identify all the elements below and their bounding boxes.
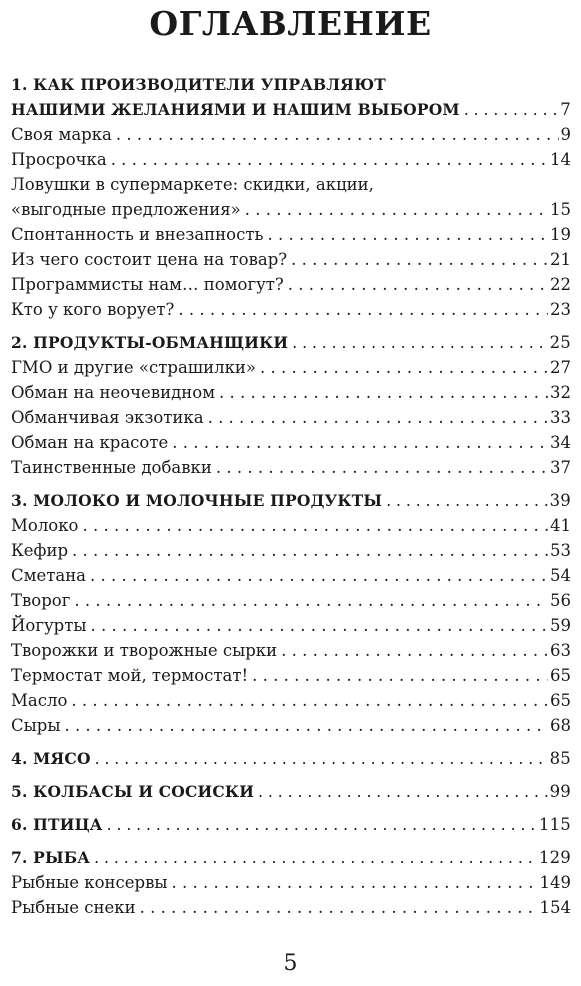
dot-leader [245,197,548,222]
toc-section-1 [11,72,571,322]
section-heading-page: 25 [549,333,571,352]
page-title: ОГЛАВЛЕНИЕ [149,4,432,43]
toc-entry-page: 34 [550,433,571,452]
dot-leader [216,455,548,480]
dot-leader [260,355,548,380]
toc-entry-title: Кефир [11,541,69,560]
toc-entry[interactable] [11,638,571,663]
toc-entry[interactable] [11,405,571,430]
toc-entry-page: 9 [560,125,571,144]
dot-leader [107,813,537,838]
toc-entry-page: 68 [550,716,571,735]
section-heading-page: 85 [549,749,571,768]
dot-leader [464,98,559,123]
section-heading-page: 129 [538,848,571,867]
toc-entry-title: Своя марка [11,125,112,144]
toc-entry[interactable] [11,895,571,920]
dot-leader [111,147,548,172]
section-heading-title: 6. ПТИЦА [11,815,103,834]
toc-entry-title: Сметана [11,566,87,585]
section-heading[interactable] [11,330,571,355]
dot-leader [94,846,537,871]
section-heading-title: 4. МЯСО [11,749,91,768]
section-heading-title: НАШИМИ ЖЕЛАНИЯМИ И НАШИМ ВЫБОРОМ [11,100,460,119]
toc-entry-title: Обман на неочевидном [11,383,216,402]
toc-entry-title: Творожки и творожные сырки [11,641,278,660]
dot-leader [258,780,548,805]
toc-entry-title: Просрочка [11,150,107,169]
toc-entry-page: 14 [550,150,571,169]
dot-leader [172,430,548,455]
page-number: 5 [283,951,298,976]
toc-entry-title: Таинственные добавки [11,458,212,477]
toc-entry-title: Термостат мой, термостат! [11,666,249,685]
toc-entry[interactable] [11,355,571,380]
toc-section-2 [11,330,571,480]
toc-entry-page: 63 [550,641,571,660]
dot-leader [116,122,559,147]
section-heading[interactable] [11,812,571,837]
table-of-contents [11,72,571,928]
toc-entry[interactable] [11,538,571,563]
toc-entry-title: Спонтанность и внезапность [11,225,264,244]
section-heading[interactable] [11,746,571,771]
toc-entry[interactable] [11,247,571,272]
dot-leader [71,688,548,713]
toc-entry-page: 32 [550,383,571,402]
toc-entry[interactable] [11,380,571,405]
toc-entry-title: Молоко [11,516,79,535]
dot-leader [72,538,548,563]
toc-entry-page: 23 [550,300,571,319]
toc-entry-title: Рыбные снеки [11,898,136,917]
dot-leader [140,895,538,920]
dot-leader [64,713,548,738]
toc-entry[interactable] [11,122,571,147]
toc-section-5 [11,779,571,804]
toc-entry-page: 59 [550,616,571,635]
section-heading-title: 3. МОЛОКО И МОЛОЧНЫЕ ПРОДУКТЫ [11,491,383,510]
toc-entry-title: Йогурты [11,616,87,635]
section-heading-page: 99 [549,782,571,801]
toc-entry[interactable] [11,563,571,588]
section-heading-page: 7 [560,100,571,119]
section-heading[interactable] [11,779,571,804]
toc-entry-page: 21 [550,250,571,269]
toc-entry-page: 54 [550,566,571,585]
toc-entry-title: Из чего состоит цена на товар? [11,250,288,269]
toc-entry-title: Обманчивая экзотика [11,408,204,427]
toc-entry[interactable] [11,870,571,895]
toc-section-7 [11,845,571,920]
toc-entry-page: 154 [539,898,571,917]
dot-leader [90,563,548,588]
toc-entry-page: 19 [550,225,571,244]
toc-entry[interactable] [11,297,571,322]
dot-leader [83,513,549,538]
section-heading-title: 5. КОЛБАСЫ И СОСИСКИ [11,782,255,801]
toc-entry[interactable] [11,197,571,222]
toc-entry-title: Творог [11,591,71,610]
dot-leader [291,247,548,272]
toc-entry-title: Сыры [11,716,61,735]
toc-entry-page: 56 [550,591,571,610]
toc-entry[interactable] [11,430,571,455]
dot-leader [172,870,538,895]
section-heading[interactable] [11,97,571,122]
toc-entry-line: Ловушки в супермаркете: скидки, акции, [11,175,374,194]
toc-entry[interactable] [11,147,571,172]
toc-entry-page: 22 [550,275,571,294]
dot-leader [288,272,548,297]
toc-entry[interactable] [11,222,571,247]
toc-entry-page: 41 [550,516,571,535]
section-heading-page: 115 [538,815,571,834]
toc-section-6 [11,812,571,837]
toc-entry[interactable] [11,613,571,638]
dot-leader [178,297,548,322]
toc-entry-title: Масло [11,691,68,710]
toc-entry-page: 37 [550,458,571,477]
toc-entry-page: 65 [550,691,571,710]
dot-leader [252,663,548,688]
toc-entry-title: Кто у кого ворует? [11,300,175,319]
dot-leader [267,222,548,247]
toc-entry-title: Программисты нам… помогут? [11,275,284,294]
dot-leader [281,638,548,663]
dot-leader [74,588,548,613]
toc-entry-page: 33 [550,408,571,427]
toc-entry-title: «выгодные предложения» [11,200,241,219]
toc-entry[interactable] [11,513,571,538]
toc-section-3 [11,488,571,738]
section-heading-title: 2. ПРОДУКТЫ-ОБМАНЩИКИ [11,333,289,352]
toc-entry[interactable] [11,455,571,480]
section-heading[interactable] [11,488,571,513]
section-heading-title: 7. РЫБА [11,848,91,867]
toc-entry-title: ГМО и другие «страшилки» [11,358,257,377]
toc-entry[interactable] [11,713,571,738]
toc-entry[interactable] [11,663,571,688]
dot-leader [386,489,547,514]
toc-section-4 [11,746,571,771]
toc-entry-page: 27 [550,358,571,377]
toc-entry-title: Рыбные консервы [11,873,168,892]
toc-entry-page: 149 [539,873,571,892]
toc-entry[interactable] [11,588,571,613]
toc-entry[interactable] [11,688,571,713]
dot-leader [219,380,548,405]
toc-entry-page: 53 [550,541,571,560]
section-heading-line: 1. КАК ПРОИЗВОДИТЕЛИ УПРАВЛЯЮТ [11,75,386,94]
section-heading-page: 39 [549,491,571,510]
dot-leader [208,405,548,430]
toc-entry-title: Обман на красоте [11,433,169,452]
toc-entry[interactable] [11,272,571,297]
dot-leader [292,331,547,356]
dot-leader [95,747,548,772]
section-heading[interactable] [11,845,571,870]
dot-leader [91,613,549,638]
toc-entry-page: 15 [550,200,571,219]
toc-entry-page: 65 [550,666,571,685]
